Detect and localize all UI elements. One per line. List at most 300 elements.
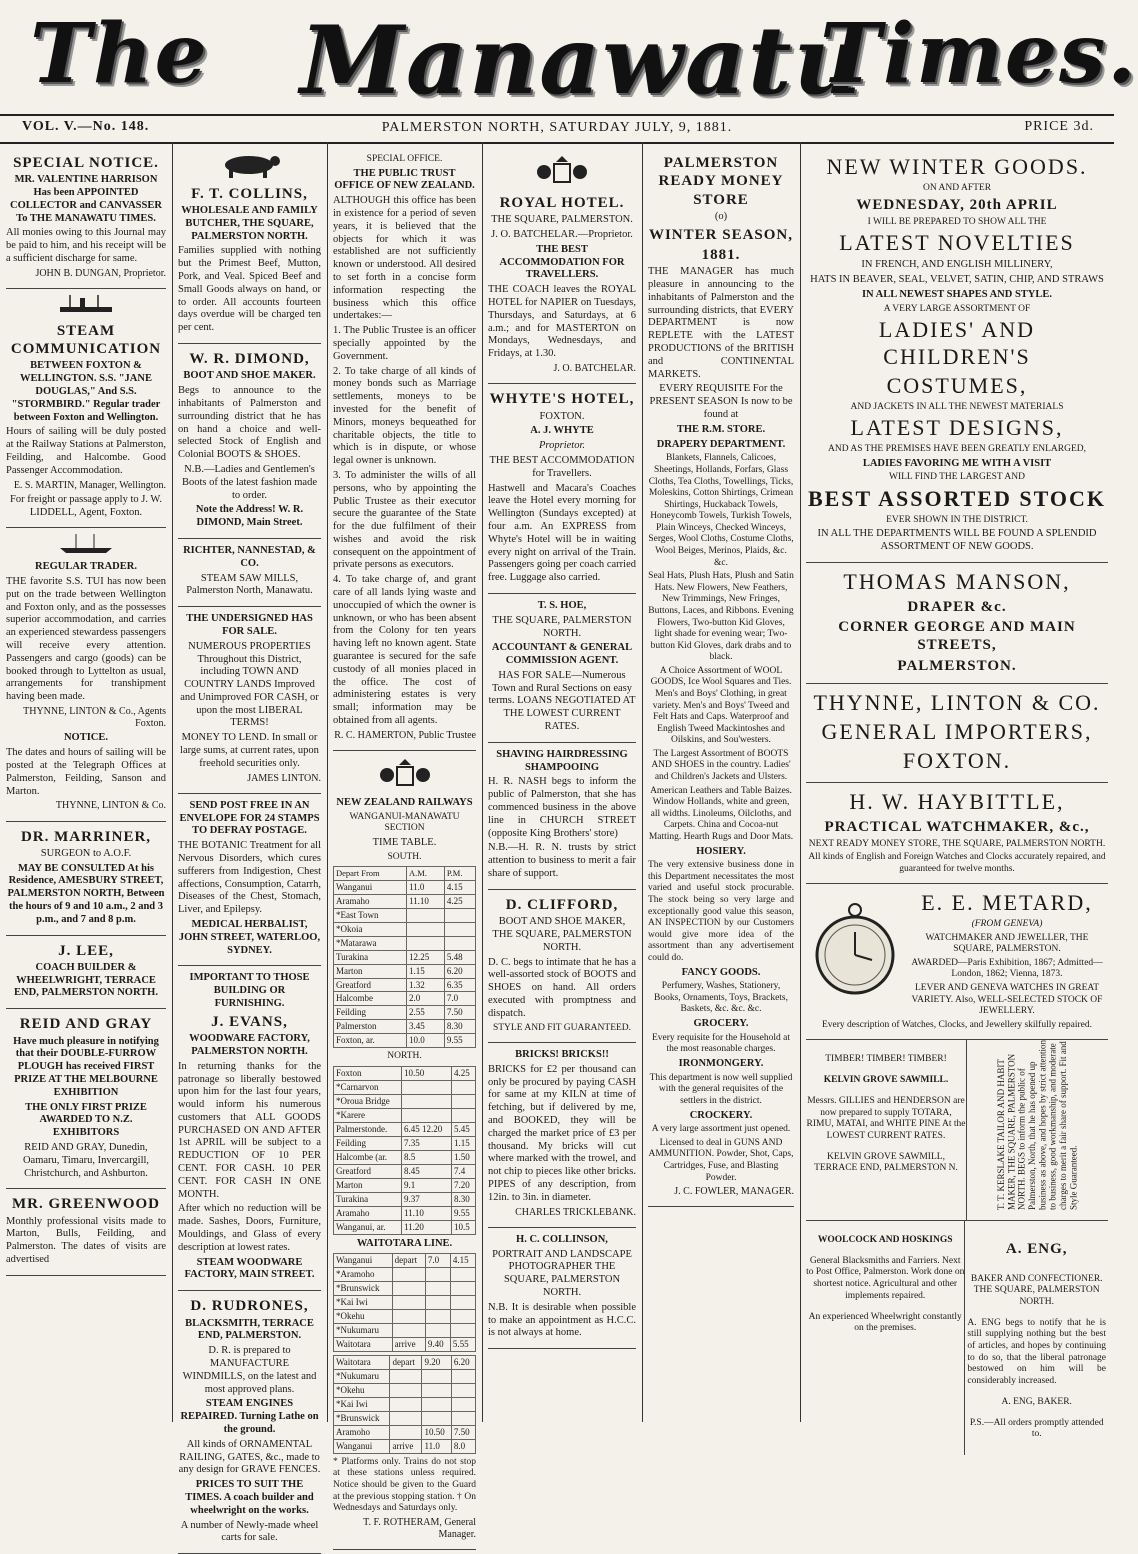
- ad-body: Blankets, Flannels, Calicoes, Sheetings, Hollands, Forfars, Glass Cloths, Tea Cloths, Towellings, Ticks, Moleskins, Cotton Shirtings, Crimean Shirtings, Huckaback Towels, Honeycomb Towels, Turkish Towels, Plain Winceys, Checked Winceys, Serges, Wool Cloths, Costume Cloths, Wool Beiges, Merinos, Plaids, &c. &c.: [648, 453, 794, 568]
- ad-heading: D. CLIFFORD,: [505, 896, 619, 913]
- table-row: [334, 1206, 476, 1220]
- table-cell: 7.0: [425, 1254, 450, 1268]
- table-row: [334, 1108, 476, 1122]
- ad-nb: N.B. It is desirable when possible to make an appointment as H.C.C. is not always at home.: [488, 1301, 636, 1339]
- ad-body: ACCOUNTANT & GENERAL COMMISSION AGENT.: [491, 642, 633, 667]
- table-cell: [450, 1296, 475, 1310]
- table-cell: Halcombe: [334, 992, 407, 1006]
- table-row: [334, 1066, 476, 1080]
- table-row: [334, 978, 476, 992]
- masthead-title-the: The: [30, 6, 209, 102]
- ad-body: ALTHOUGH this office has been in existence for a period of seven years, it is believed that the objects for which it was established are not sufficiently known or understood. All desired to set forth in a concise form information respecting the business which this office undertakes:—: [333, 195, 476, 322]
- table-cell: [425, 1296, 450, 1310]
- ad-body: An experienced Wheelwright constantly on the premises.: [808, 1311, 962, 1334]
- table-cell: 8.5: [401, 1150, 451, 1164]
- ad-signature: Note the Address! W. R. DIMOND, Main Street.: [195, 504, 304, 529]
- ad-sub: SURGEON to A.O.F.: [40, 847, 132, 859]
- ad-signature: T. F. ROTHERAM, General Manager.: [363, 1516, 476, 1540]
- table-cell: 11.10: [407, 894, 445, 908]
- table-cell: [392, 1282, 425, 1296]
- ad-body: Families supplied with nothing but the Primest Beef, Mutton, Pork, and Veal. Spiced Beef and Small Goods always on hand, or to order. All accounts fourteen days overdue will be charged ten per cent.: [178, 245, 321, 334]
- ad-collins: [178, 148, 321, 344]
- table-cell: *Kai Iwi: [334, 1398, 390, 1412]
- table-cell: [425, 1268, 450, 1282]
- ad-sub: AND AS THE PREMISES HAVE BEEN GREATLY ENLARGED,: [827, 443, 1087, 454]
- ad-body: 2. To take charge of all kinds of money bonds such as Marriage settlements, moneys to be invested for the benefit of Minors, moneys bequeathed for charitable objects, the title to which is in dispute, or whose legal owner is unknown.: [333, 365, 476, 467]
- steamship-icon: [56, 293, 116, 315]
- ad-heading: NEW WINTER GOODS.: [826, 154, 1088, 179]
- table-cell: [450, 1324, 475, 1338]
- ad-body: T. T. KERSLAKE TAILOR AND HABIT MAKER, THE SQUARE, PALMERSTON NORTH. BEGS to inform the public of Palmerston, North, that he has opened up business as above, and hopes by strict attention to business, good workmanship, and moderate charges to merit a fair share of support. Fit and Style Guaranteed.: [995, 1040, 1079, 1211]
- ad-public-trust: [333, 148, 476, 751]
- timetable-waitotara: [333, 1253, 476, 1352]
- ad-body: HAS FOR SALE—Numerous Town and Rural Sections on easy terms. LOANS NEGOTIATED AT THE LOWEST CURRENT RATES.: [488, 669, 636, 733]
- ad-sub: PORTRAIT AND LANDSCAPE PHOTOGRAPHER THE SQUARE, PALMERSTON NORTH.: [492, 1248, 632, 1299]
- ad-body: Hours of sailing will be duly posted at the Railway Stations at Palmerston, Feilding, and Halcombe. Good Passenger Accommodation.: [6, 426, 166, 476]
- table-cell: 10.5: [451, 1220, 475, 1234]
- table-row: [334, 1324, 476, 1338]
- table-cell: 7.50: [444, 1006, 475, 1020]
- table-row: [334, 1268, 476, 1282]
- ad-body: Messrs. GILLIES and HENDERSON are now prepared to supply TOTARA, RIMU, MATAI, and WHITE PINE At the LOWEST CURRENT RATES.: [806, 1095, 966, 1141]
- table-row: [334, 1412, 476, 1426]
- table-row: [334, 950, 476, 964]
- ad-sub: THE SQUARE, PALMERSTON.: [491, 214, 633, 226]
- column-5: [642, 142, 800, 1422]
- ad-body: COACH BUILDER & WHEELWRIGHT, TERRACE END, PALMERSTON NORTH.: [14, 961, 158, 999]
- ad-heading: GENERAL IMPORTERS,: [821, 718, 1093, 744]
- ad-body: A. ENG begs to notify that he is still supplying nothing but the best of articles, and hopes by continuing to do so, that the liberal patronage bestowed on him will be considerably increased.: [967, 1317, 1106, 1386]
- ad-heading: RICHTER, NANNESTAD, & CO.: [183, 544, 316, 569]
- ad-body: THE BOTANIC Treatment for all Nervous Disorders, which cures sufferers from Indigestion, Chest affections, Consumption, Catarrh, Diseases of the Chest, Stomach, Liver, and Epilepsy.: [178, 840, 321, 916]
- ad-body: D. R. is prepared to MANUFACTURE WINDMILLS, on the latest and most approved plans.: [182, 1345, 317, 1395]
- ad-ready-money-store: [648, 148, 794, 1207]
- ad-heading: THE PUBLIC TRUST OFFICE OF NEW ZEALAND.: [334, 167, 475, 192]
- price: PRICE 3d.: [1024, 119, 1094, 134]
- ad-sub: I WILL BE PREPARED TO SHOW ALL THE: [867, 216, 1047, 227]
- table-row: [334, 1220, 476, 1234]
- ad-body: H. R. NASH begs to inform the public of Palmerston, that she has commenced business in the above line in CHURCH STREET (opposite King Brothers' store): [488, 776, 636, 839]
- ad-sub: THE BEST ACCOMMODATION FOR TRAVELLERS.: [499, 243, 625, 281]
- ad-heading: WINTER SEASON,: [648, 226, 794, 243]
- ad-nb: N.B.—Ladies and Gentlemen's Boots of the latest fashion made to order.: [181, 463, 317, 501]
- ad-body: D. C. begs to intimate that he has a well-assorted stock of BOOTS and SHOES on hand. All orders executed with promptness and dispatch.: [488, 956, 636, 1019]
- ad-heading: FOXTON.: [902, 747, 1012, 773]
- ad-heading: THE UNDERSIGNED HAS FOR SALE.: [186, 613, 313, 637]
- table-cell: [444, 922, 475, 936]
- ad-text: BETWEEN FOXTON & WELLINGTON. S.S. "JANE DOUGLAS," And S.S. "STORMBIRD." Regular trader between Foxton and Wellington.: [11, 360, 161, 423]
- ad-new-winter-goods: [806, 148, 1108, 563]
- table-cell: [401, 1080, 451, 1094]
- ad-heading: SPECIAL NOTICE.: [13, 155, 159, 171]
- table-row: [334, 1178, 476, 1192]
- table-cell: *Okoia: [334, 922, 407, 936]
- ad-signature: REID AND GRAY, Dunedin, Oamaru, Timaru, Invercargill, Christchurch, and Ashburton.: [22, 1141, 150, 1179]
- place-date: PALMERSTON NORTH, SATURDAY JULY, 9, 1881.: [381, 120, 733, 135]
- table-row: [334, 1020, 476, 1034]
- ad-whytes-hotel: [488, 384, 636, 594]
- ad-signature: J. O. BATCHELAR.: [553, 363, 636, 375]
- table-cell: 4.25: [451, 1066, 475, 1080]
- table-row: [334, 1370, 476, 1384]
- ad-body: All kinds of English and Foreign Watches and Clocks accurately repaired, and guaranteed for twelve months.: [808, 852, 1106, 874]
- table-cell: [451, 1384, 475, 1398]
- table-cell: *Oroua Bridge: [334, 1094, 402, 1108]
- table-row: [334, 1338, 476, 1352]
- ad-heading: NEW ZEALAND RAILWAYS: [336, 797, 473, 809]
- royal-crest-icon: [377, 759, 433, 793]
- ad-heading: COSTUMES,: [886, 372, 1028, 398]
- ad-body: Every description of Watches, Clocks, and Jewellery skilfully repaired.: [822, 1019, 1092, 1030]
- table-cell: [390, 1384, 422, 1398]
- table-cell: *Okehu: [334, 1310, 393, 1324]
- ad-body: THE MANAGER has much pleasure in announcing to the inhabitants of Palmerston and the surrounding districts, that EVERY DEPARTMENT is now REPLETE with the LATEST PRODUCTIONS of the BRITISH and CONTINENTAL MARKETS.: [648, 266, 794, 380]
- ad-body: Begs to announce to the inhabitants of Palmerston and surrounding district that he has on hand a choice and well-selected Stock of English and Colonial BOOTS & SHOES.: [178, 385, 321, 461]
- ad-heading: E. E. METARD,: [921, 890, 1093, 916]
- ad-special-notice: [6, 148, 166, 289]
- ad-signature: THYNNE, LINTON & Co., Agents Foxton.: [23, 705, 166, 730]
- table-cell: *Kai Iwi: [334, 1296, 393, 1310]
- ad-body: Hastwell and Macara's Coaches leave the Hotel every morning for Wellington (Sundays excepted) at four a.m. An EXPRESS from Whyte's Hotel will be in waiting every night on arrival of the Train. Passengers going per coach carried free. Luggage also carried.: [488, 482, 636, 584]
- ad-heading: THYNNE, LINTON & CO.: [813, 689, 1101, 715]
- royal-crest-icon: [534, 156, 590, 190]
- ad-regular-trader: [6, 528, 166, 821]
- table-cell: 4.25: [444, 894, 475, 908]
- table-cell: *Brunswick: [334, 1282, 393, 1296]
- table-cell: 1.32: [407, 978, 445, 992]
- ad-body: THE COACH leaves the ROYAL HOTEL for NAPIER on Tuesdays, Thursdays, and Saturdays, at 6 a.m.; and for MASTERTON on Mondays, Wednesdays, and Fridays, at 1.30.: [488, 284, 636, 360]
- ad-body: All monies owing to this Journal may be paid to him, and his receipt will be a sufficient discharge for same.: [6, 227, 166, 265]
- ad-heading: J. EVANS,: [211, 1013, 288, 1030]
- table-cell: *Karere: [334, 1108, 402, 1122]
- ad-sub: NORTH.: [387, 1051, 422, 1062]
- ad-note: * Platforms only. Trains do not stop at these stations unless required. Notice should be given to the Guard at the previous stopping station. † On Wednesdays and Saturdays only.: [333, 1456, 476, 1514]
- table-cell: 10.50: [422, 1425, 451, 1439]
- table-cell: [422, 1384, 451, 1398]
- ad-body: A Choice Assortment of WOOL GOODS, Ice Wool Squares and Ties. Men's and Boys' Clothing, in great variety. Men's and Boys' Tweed and Felt Hats and Caps. Waterproof and English Tweed Mackintoshes and Oilskins, and Sou'westers.: [650, 665, 792, 746]
- table-cell: Wanganui: [334, 1439, 390, 1453]
- ad-sub: IN FRENCH, AND ENGLISH MILLINERY,: [861, 259, 1053, 271]
- ad-body: Licensed to deal in GUNS AND AMMUNITION. Powder, Shot, Caps, Cartridges, Fuse, and Blasting Powder.: [648, 1137, 794, 1183]
- table-cell: *Nukumaru: [334, 1324, 393, 1338]
- ad-railways: [333, 751, 476, 1550]
- ad-body: NUMEROUS PROPERTIES Throughout this District, including TOWN AND COUNTRY LANDS Improved and Unimproved FOR CASH, or upon the most LIBERAL TERMS!: [180, 640, 319, 729]
- table-cell: 9.55: [444, 1034, 475, 1048]
- table-cell: Aramaho: [334, 1206, 402, 1220]
- table-row: [334, 1094, 476, 1108]
- ad-sub: BOOT AND SHOE MAKER.: [183, 370, 316, 382]
- ad-heading: REGULAR TRADER.: [35, 561, 137, 573]
- table-cell: 6.20: [444, 964, 475, 978]
- table-cell: 9.37: [401, 1192, 451, 1206]
- ad-heading: WEDNESDAY, 20th APRIL: [856, 197, 1058, 214]
- table-row: [334, 908, 476, 922]
- table-cell: 8.30: [444, 1020, 475, 1034]
- ad-heading: H. W. HAYBITTLE,: [849, 789, 1065, 815]
- ad-sub: ON AND AFTER: [922, 182, 992, 193]
- ad-heading: F. T. COLLINS,: [191, 185, 308, 202]
- table-header: P.M.: [444, 867, 475, 880]
- masthead-title-times: Times.: [820, 6, 1138, 102]
- pocket-watch-icon: [810, 900, 900, 1000]
- table-cell: 11.10: [401, 1206, 451, 1220]
- ad-thynne-linton: [806, 684, 1108, 783]
- ad-heading: STEAM COMMUNICATION: [10, 322, 162, 358]
- table-cell: 9.55: [451, 1206, 475, 1220]
- ad-body: Monthly professional visits made to Marton, Bulls, Feilding, and Palmerston. The dates of visits are advertised: [6, 1215, 166, 1266]
- table-cell: 12.25: [407, 950, 445, 964]
- ad-heading: WHYTE'S HOTEL,: [489, 391, 635, 408]
- ad-heading: A. ENG,: [1005, 1241, 1068, 1258]
- table-row: [334, 1164, 476, 1178]
- table-cell: Aramaho: [334, 894, 407, 908]
- table-cell: 5.55: [450, 1338, 475, 1352]
- table-cell: 11.0: [407, 880, 445, 894]
- ad-heading: ROYAL HOTEL.: [499, 195, 625, 211]
- column-6: [800, 142, 1114, 1440]
- table-row: [334, 894, 476, 908]
- table-cell: [422, 1398, 451, 1412]
- table-cell: Greatford: [334, 1164, 402, 1178]
- table-cell: Wanganui, ar.: [334, 1220, 402, 1234]
- ad-sub: Proprietor.: [539, 440, 585, 452]
- column-3: [327, 142, 482, 1540]
- ad-body: The dates and hours of sailing will be posted at the Telegraph Offices at Palmerston, Feilding, Sanson and Marton.: [6, 747, 166, 797]
- ad-sub: AND JACKETS IN ALL THE NEWEST MATERIALS: [850, 401, 1064, 412]
- table-cell: 7.50: [451, 1425, 475, 1439]
- timetable-south: [333, 866, 476, 1048]
- ad-signature: R. C. HAMERTON, Public Trustee: [334, 729, 476, 741]
- volume-number: VOL. V.—No. 148.: [22, 119, 150, 134]
- ad-sub: WHOLESALE AND FAMILY BUTCHER, THE SQUARE, PALMERSTON NORTH.: [181, 205, 318, 242]
- table-cell: [392, 1296, 425, 1310]
- masthead-title-manawatu: Manawatu: [300, 6, 864, 116]
- ad-heading: T. S. HOE,: [537, 599, 587, 611]
- table-cell: *Brunswick: [334, 1412, 390, 1426]
- table-cell: Feilding: [334, 1136, 402, 1150]
- column-2: [172, 142, 327, 1544]
- ad-signature: J. C. FOWLER, MANAGER.: [674, 1186, 794, 1198]
- ad-body: The very extensive business done in this Department necessitates the most varied and useful stock procurable. The stock being so very large and exceptionally good value this season, AN INSPECTION by our Customers would give more idea of the assortment than any advertisement could do.: [648, 860, 794, 963]
- ad-sub: STEAM WOODWARE FACTORY, MAIN STREET.: [184, 1256, 315, 1281]
- table-cell: 1.15: [407, 964, 445, 978]
- ad-body: THE ONLY FIRST PRIZE AWARDED TO N.Z. EXHIBITORS: [25, 1101, 147, 1139]
- dateline: [0, 114, 1114, 144]
- column-4: [482, 142, 642, 1422]
- ad-body: Seal Hats, Plush Hats, Plush and Satin Hats. New Flowers, New Feathers, New Trimmings, New Fringes, Buttons, Laces, and Ribbons. Evening Flowers, Two-button Kid Gloves, light shade for evening wear; Two-button Kid Gloves, dark drabs and to black.: [648, 571, 794, 663]
- ad-kelvin-grove: [806, 1040, 966, 1220]
- table-cell: [451, 1080, 475, 1094]
- ad-body: A very large assortment just opened.: [651, 1124, 791, 1135]
- table-cell: [425, 1324, 450, 1338]
- ad-thomas-manson: [806, 563, 1108, 684]
- table-row: [334, 992, 476, 1006]
- table-cell: Feilding: [334, 1006, 407, 1020]
- ad-heading: W. R. DIMOND,: [189, 351, 310, 368]
- table-cell: 9.40: [425, 1338, 450, 1352]
- table-cell: [407, 908, 445, 922]
- table-cell: [392, 1324, 425, 1338]
- table-row: [334, 1282, 476, 1296]
- ad-body: THE favorite S.S. TUI has now been put on the trade between Wellington and Foxton only, and as the possesses superior accommodation, and carries an experienced stewardess passengers will receive every attention. Passengers and cargo (goods) can be booked through to Lyttelton as usual, arrangements for transhipment having been made.: [6, 576, 166, 703]
- ad-heading: TIMBER! TIMBER! TIMBER!: [825, 1053, 947, 1064]
- table-cell: Aramoho: [334, 1425, 390, 1439]
- table-cell: 10.50: [401, 1066, 451, 1080]
- table-header: A.M.: [407, 867, 445, 880]
- ad-freight: For freight or passage apply to J. W. LIDDELL, Agent, Foxton.: [10, 493, 162, 518]
- table-row: [334, 1398, 476, 1412]
- ad-heading: LATEST NOVELTIES: [839, 230, 1075, 256]
- ad-sub: THE R.M. STORE.: [676, 423, 766, 435]
- ad-text: MR. VALENTINE HARRISON Has been APPOINTED COLLECTOR and CANVASSER To THE MANAWATU TIMES.: [10, 174, 162, 224]
- ad-sub: CORNER GEORGE AND MAIN STREETS,: [838, 619, 1076, 654]
- ad-haybittle: [806, 783, 1108, 884]
- table-cell: [392, 1268, 425, 1282]
- ad-sub: DRAPER &c.: [907, 598, 1007, 615]
- ad-sub: MEDICAL HERBALIST, JOHN STREET, WATERLOO, SYDNEY.: [178, 919, 321, 956]
- ad-money: MONEY TO LEND. In small or large sums, at current rates, upon freehold securities only.: [180, 732, 319, 769]
- table-cell: [407, 922, 445, 936]
- ad-body: Every requisite for the Household at the most reasonable charges.: [652, 1032, 790, 1055]
- table-cell: Waitotara: [334, 1356, 390, 1370]
- ad-sub: BLACKSMITH, TERRACE END, PALMERSTON.: [185, 1317, 314, 1342]
- ad-heading: GROCERY.: [693, 1018, 749, 1030]
- ad-signature: JOHN B. DUNGAN, Proprietor.: [35, 267, 166, 279]
- ad-richter: [178, 539, 321, 607]
- table-cell: [390, 1370, 422, 1384]
- ad-body: Perfumery, Washes, Stationery, Books, Ornaments, Toys, Brackets, Baskets, &c. &c. &c.: [654, 981, 788, 1015]
- columns: [0, 142, 1114, 1544]
- ad-sub: FOXTON.: [539, 410, 585, 422]
- table-row: [334, 964, 476, 978]
- table-row: [334, 1425, 476, 1439]
- table-cell: [451, 1108, 475, 1122]
- table-cell: Halcombe (ar.: [334, 1150, 402, 1164]
- ad-sub: EVER SHOWN IN THE DISTRICT.: [886, 514, 1028, 525]
- column-1: [0, 142, 172, 1422]
- ad-row-woolcock-eng: [806, 1221, 1108, 1454]
- ad-sub: TIME TABLE.: [372, 836, 437, 848]
- table-cell: 8.30: [451, 1192, 475, 1206]
- ship-icon: [56, 532, 116, 554]
- table-cell: 4.15: [450, 1254, 475, 1268]
- ad-body: 1. The Public Trustee is an officer specially appointed by the Government.: [333, 325, 476, 362]
- ad-heading: BRICKS! BRICKS!!: [515, 1049, 609, 1061]
- ad-heading: SEND POST FREE IN AN ENVELOPE FOR 24 STAMPS TO DEFRAY POSTAGE.: [179, 799, 320, 837]
- table-row: [334, 1006, 476, 1020]
- table-cell: 3.45: [407, 1020, 445, 1034]
- ad-body: BRICKS for £2 per thousand can only be procured by paying CASH for same at my KILN at time of fetching, but if delivered by me, and BOOKED, they will be charged the market price of £3 per thousand. My bricks will cut where marked with the trowel, and not chip to pieces like other bricks. PIPES of any description, from 12in. to 3in. in diameter.: [488, 1063, 636, 1203]
- table-cell: 10.0: [407, 1034, 445, 1048]
- ad-dimond: [178, 344, 321, 539]
- ad-greenwood: [6, 1189, 166, 1275]
- ad-sub: (FROM GENEVA): [971, 919, 1043, 930]
- table-cell: Foxton: [334, 1066, 402, 1080]
- table-row: [334, 1384, 476, 1398]
- ad-body: STEAM ENGINES REPAIRED. Turning Lathe on the ground.: [180, 1398, 319, 1435]
- ad-heading: D. RUDRONES,: [190, 1298, 309, 1315]
- table-cell: 2.0: [407, 992, 445, 1006]
- table-row: [334, 1310, 476, 1324]
- table-cell: [450, 1310, 475, 1324]
- table-row: [334, 1192, 476, 1206]
- table-cell: [390, 1398, 422, 1412]
- ad-bricks: [488, 1043, 636, 1228]
- ad-sub: THE SQUARE, PALMERSTON NORTH.: [492, 614, 632, 639]
- ad-sub: BOOT AND SHOE MAKER, THE SQUARE, PALMERSTON NORTH.: [492, 916, 632, 953]
- table-cell: 8.45: [401, 1164, 451, 1178]
- table-cell: *Nukumaru: [334, 1370, 390, 1384]
- ad-signature: KELVIN GROVE SAWMILL, TERRACE END, PALMERSTON N.: [814, 1151, 958, 1174]
- ad-heading: WAITOTARA LINE.: [356, 1237, 453, 1249]
- ad-sub: SOUTH.: [387, 851, 422, 862]
- ad-sub: HATS IN BEAVER, SEAL, VELVET, SATIN, CHIP, AND STRAWS: [810, 273, 1104, 285]
- ad-sub: WOODWARE FACTORY, PALMERSTON NORTH.: [189, 1033, 310, 1057]
- ad-sub: PALMERSTON.: [897, 657, 1017, 674]
- table-cell: [401, 1094, 451, 1108]
- table-cell: [422, 1370, 451, 1384]
- ad-sub: LADIES FAVORING ME WITH A VISIT: [862, 457, 1052, 469]
- ad-body: STEAM SAW MILLS, Palmerston North, Manawatu.: [186, 572, 313, 597]
- ad-hoe: [488, 594, 636, 743]
- ad-heading: BEST ASSORTED STOCK: [807, 485, 1107, 511]
- ad-heading: DRAPERY DEPARTMENT.: [656, 438, 786, 450]
- ad-sub: THE BEST ACCOMMODATION for Travellers.: [489, 454, 635, 479]
- ad-signature: CHARLES TRICKLEBANK.: [515, 1206, 636, 1218]
- ad-sub: WILL FIND THE LARGEST AND: [889, 472, 1025, 483]
- table-cell: 11.0: [422, 1439, 451, 1453]
- ad-sub: WANGANUI-MANAWATU SECTION: [349, 811, 460, 834]
- ad-body: This department is now well supplied with the general requisites of the settlers in the district.: [649, 1072, 793, 1106]
- ad-sub: STYLE AND FIT GUARANTEED.: [492, 1022, 632, 1033]
- ox-icon: [215, 152, 285, 178]
- ad-steam-communication: [6, 289, 166, 528]
- ad-woolcock: [806, 1221, 964, 1454]
- ad-heading: REID AND GRAY: [19, 1016, 153, 1033]
- table-cell: *East Town: [334, 908, 407, 922]
- timetable-waitotara-south: [333, 1355, 476, 1454]
- ad-heading: LADIES' AND CHILDREN'S: [878, 317, 1036, 369]
- table-row: [334, 922, 476, 936]
- table-cell: *Okehu: [334, 1384, 390, 1398]
- table-row: [334, 1136, 476, 1150]
- ad-heading: THOMAS MANSON,: [843, 568, 1071, 594]
- table-row: [334, 1356, 476, 1370]
- table-cell: 5.48: [444, 950, 475, 964]
- ad-j-lee: [6, 936, 166, 1010]
- table-row: [334, 1439, 476, 1453]
- table-cell: 6.20: [451, 1356, 475, 1370]
- ad-heading: LATEST DESIGNS,: [850, 415, 1064, 441]
- table-cell: 9.1: [401, 1178, 451, 1192]
- table-cell: [407, 936, 445, 950]
- table-cell: [450, 1282, 475, 1296]
- ad-signature: A. ENG, BAKER.: [1001, 1396, 1072, 1407]
- table-cell: 7.20: [451, 1178, 475, 1192]
- ad-body: 3. To administer the wills of all persons, who by appointing the Public Trustee as their executor secure the guarantee of the State for the due fulfilment of their wishes and avoid the risk consequent on the appointment of private persons as executors.: [333, 469, 476, 571]
- table-cell: depart: [390, 1356, 422, 1370]
- table-row: [334, 936, 476, 950]
- ad-heading: IRONMONGERY.: [678, 1058, 764, 1069]
- table-cell: 6.35: [444, 978, 475, 992]
- table-header: Depart From: [334, 867, 407, 880]
- ad-heading: FANCY GOODS.: [681, 966, 761, 978]
- table-cell: Greatford: [334, 978, 407, 992]
- timetable-north: [333, 1066, 476, 1235]
- ad-signature: THYNNE, LINTON & Co.: [55, 800, 166, 812]
- table-cell: [450, 1268, 475, 1282]
- table-cell: [425, 1282, 450, 1296]
